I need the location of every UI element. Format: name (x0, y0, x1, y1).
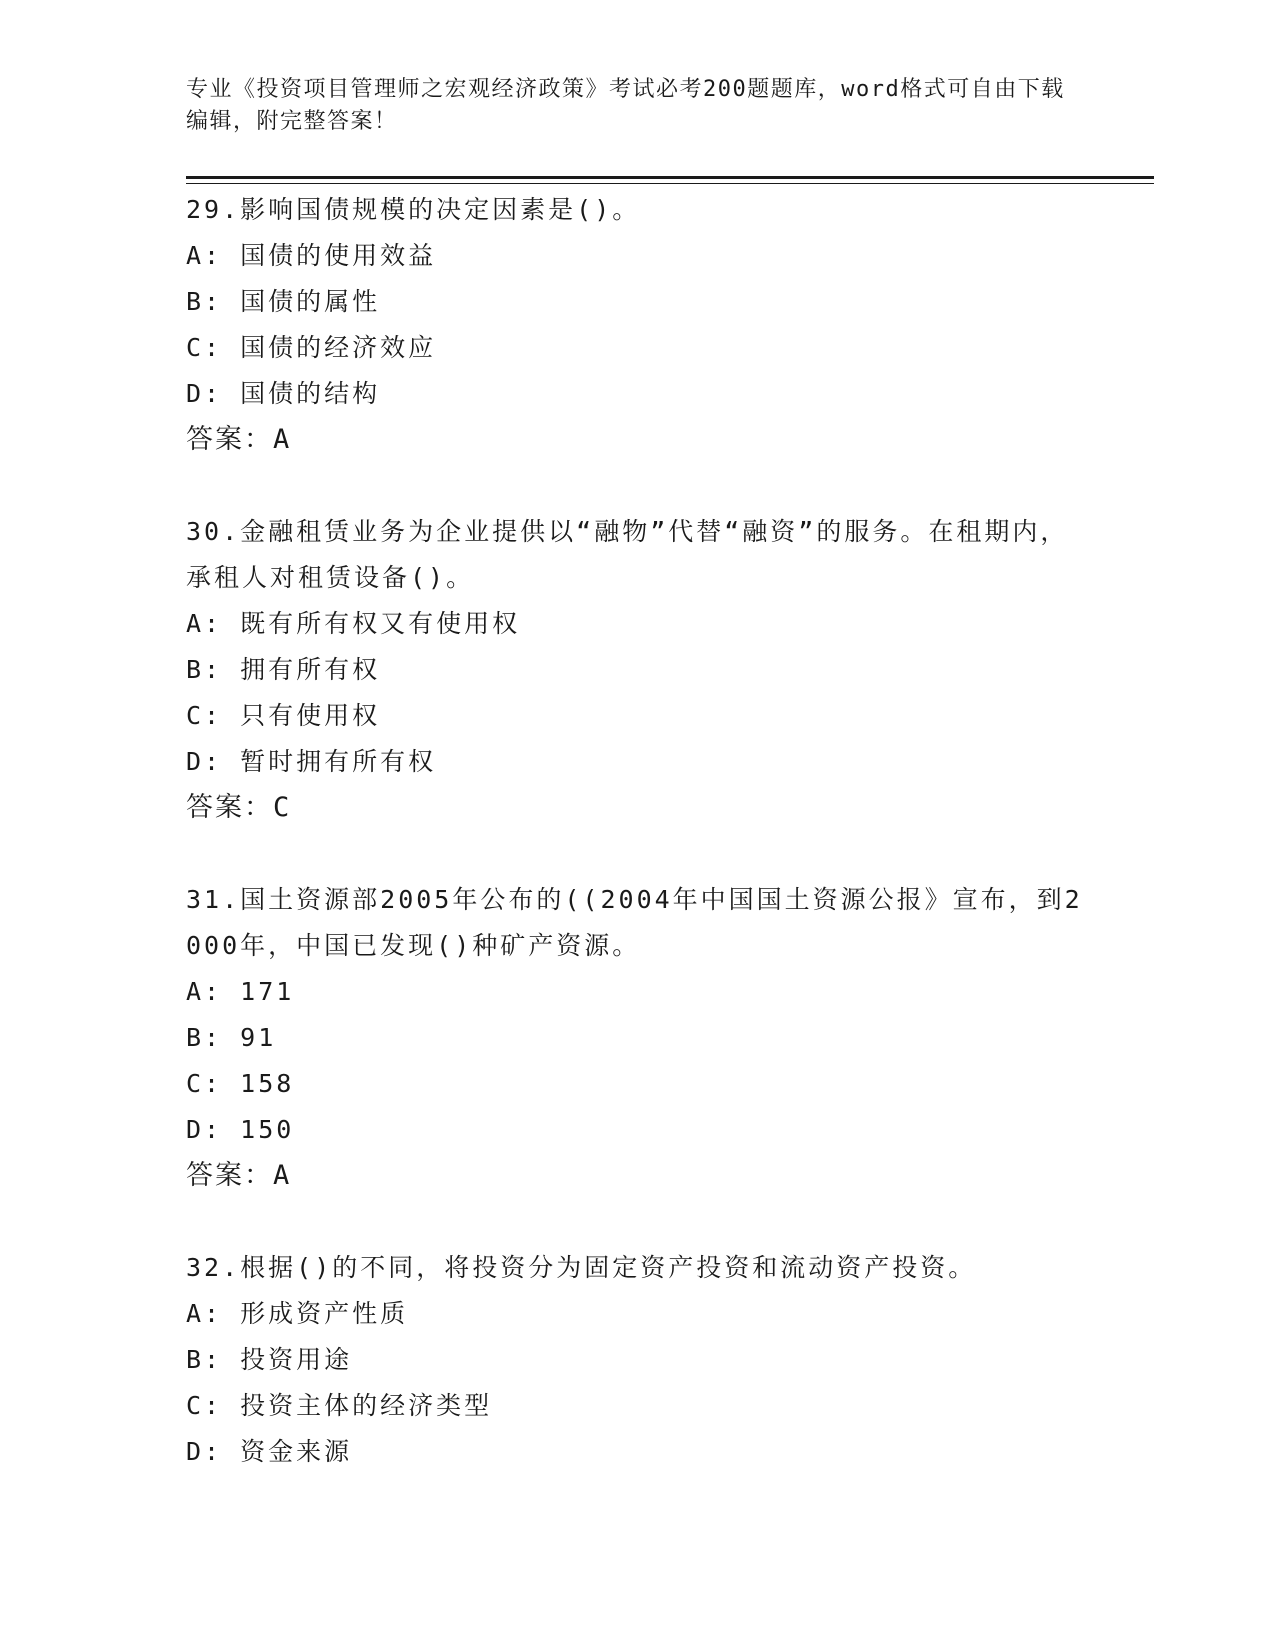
option-b: B: 投资用途 (186, 1345, 353, 1374)
answer-value: A (273, 1160, 292, 1191)
answer-value: A (273, 424, 292, 455)
option-b: B: 国债的属性 (186, 287, 381, 316)
answer-label: 答案： (186, 1160, 273, 1191)
option-c: C: 158 (186, 1069, 295, 1098)
question-31 (186, 877, 1086, 1199)
option-d: D: 150 (186, 1115, 295, 1144)
header-divider-thick (186, 176, 1154, 179)
header-divider-thin (186, 183, 1154, 184)
option-c: C: 国债的经济效应 (186, 333, 437, 362)
option-d: D: 国债的结构 (186, 379, 381, 408)
option-a: A: 国债的使用效益 (186, 241, 437, 270)
option-a: A: 形成资产性质 (186, 1299, 409, 1328)
answer-line (186, 417, 1086, 463)
question-32 (186, 1245, 1086, 1475)
answer-line (186, 785, 1086, 831)
option-d: D: 资金来源 (186, 1437, 353, 1466)
answer-line (186, 1153, 1086, 1199)
option-d: D: 暂时拥有所有权 (186, 747, 437, 776)
document-header: 专业《投资项目管理师之宏观经济政策》考试必考200题题库，word格式可自由下载编辑，附完整答案！ (186, 77, 1065, 134)
option-b: B: 91 (186, 1023, 277, 1052)
question-stem: 29.影响国债规模的决定因素是()。 (186, 195, 641, 224)
answer-label: 答案： (186, 792, 273, 823)
option-c: C: 投资主体的经济类型 (186, 1391, 493, 1420)
question-list (186, 187, 1086, 1521)
question-30 (186, 509, 1086, 831)
answer-label: 答案： (186, 424, 273, 455)
question-stem: 30.金融租赁业务为企业提供以“融物”代替“融资”的服务。在租期内，承租人对租赁设备()。 (186, 517, 1069, 592)
question-29 (186, 187, 1086, 463)
answer-value: C (273, 792, 292, 823)
option-a: A: 既有所有权又有使用权 (186, 609, 521, 638)
option-c: C: 只有使用权 (186, 701, 381, 730)
question-stem: 32.根据()的不同，将投资分为固定资产投资和流动资产投资。 (186, 1253, 977, 1282)
option-a: A: 171 (186, 977, 295, 1006)
question-stem: 31.国土资源部2005年公布的((2004年中国国土资源公报》宣布，到2000年，中国已发现()种矿产资源。 (186, 885, 1083, 960)
option-b: B: 拥有所有权 (186, 655, 381, 684)
